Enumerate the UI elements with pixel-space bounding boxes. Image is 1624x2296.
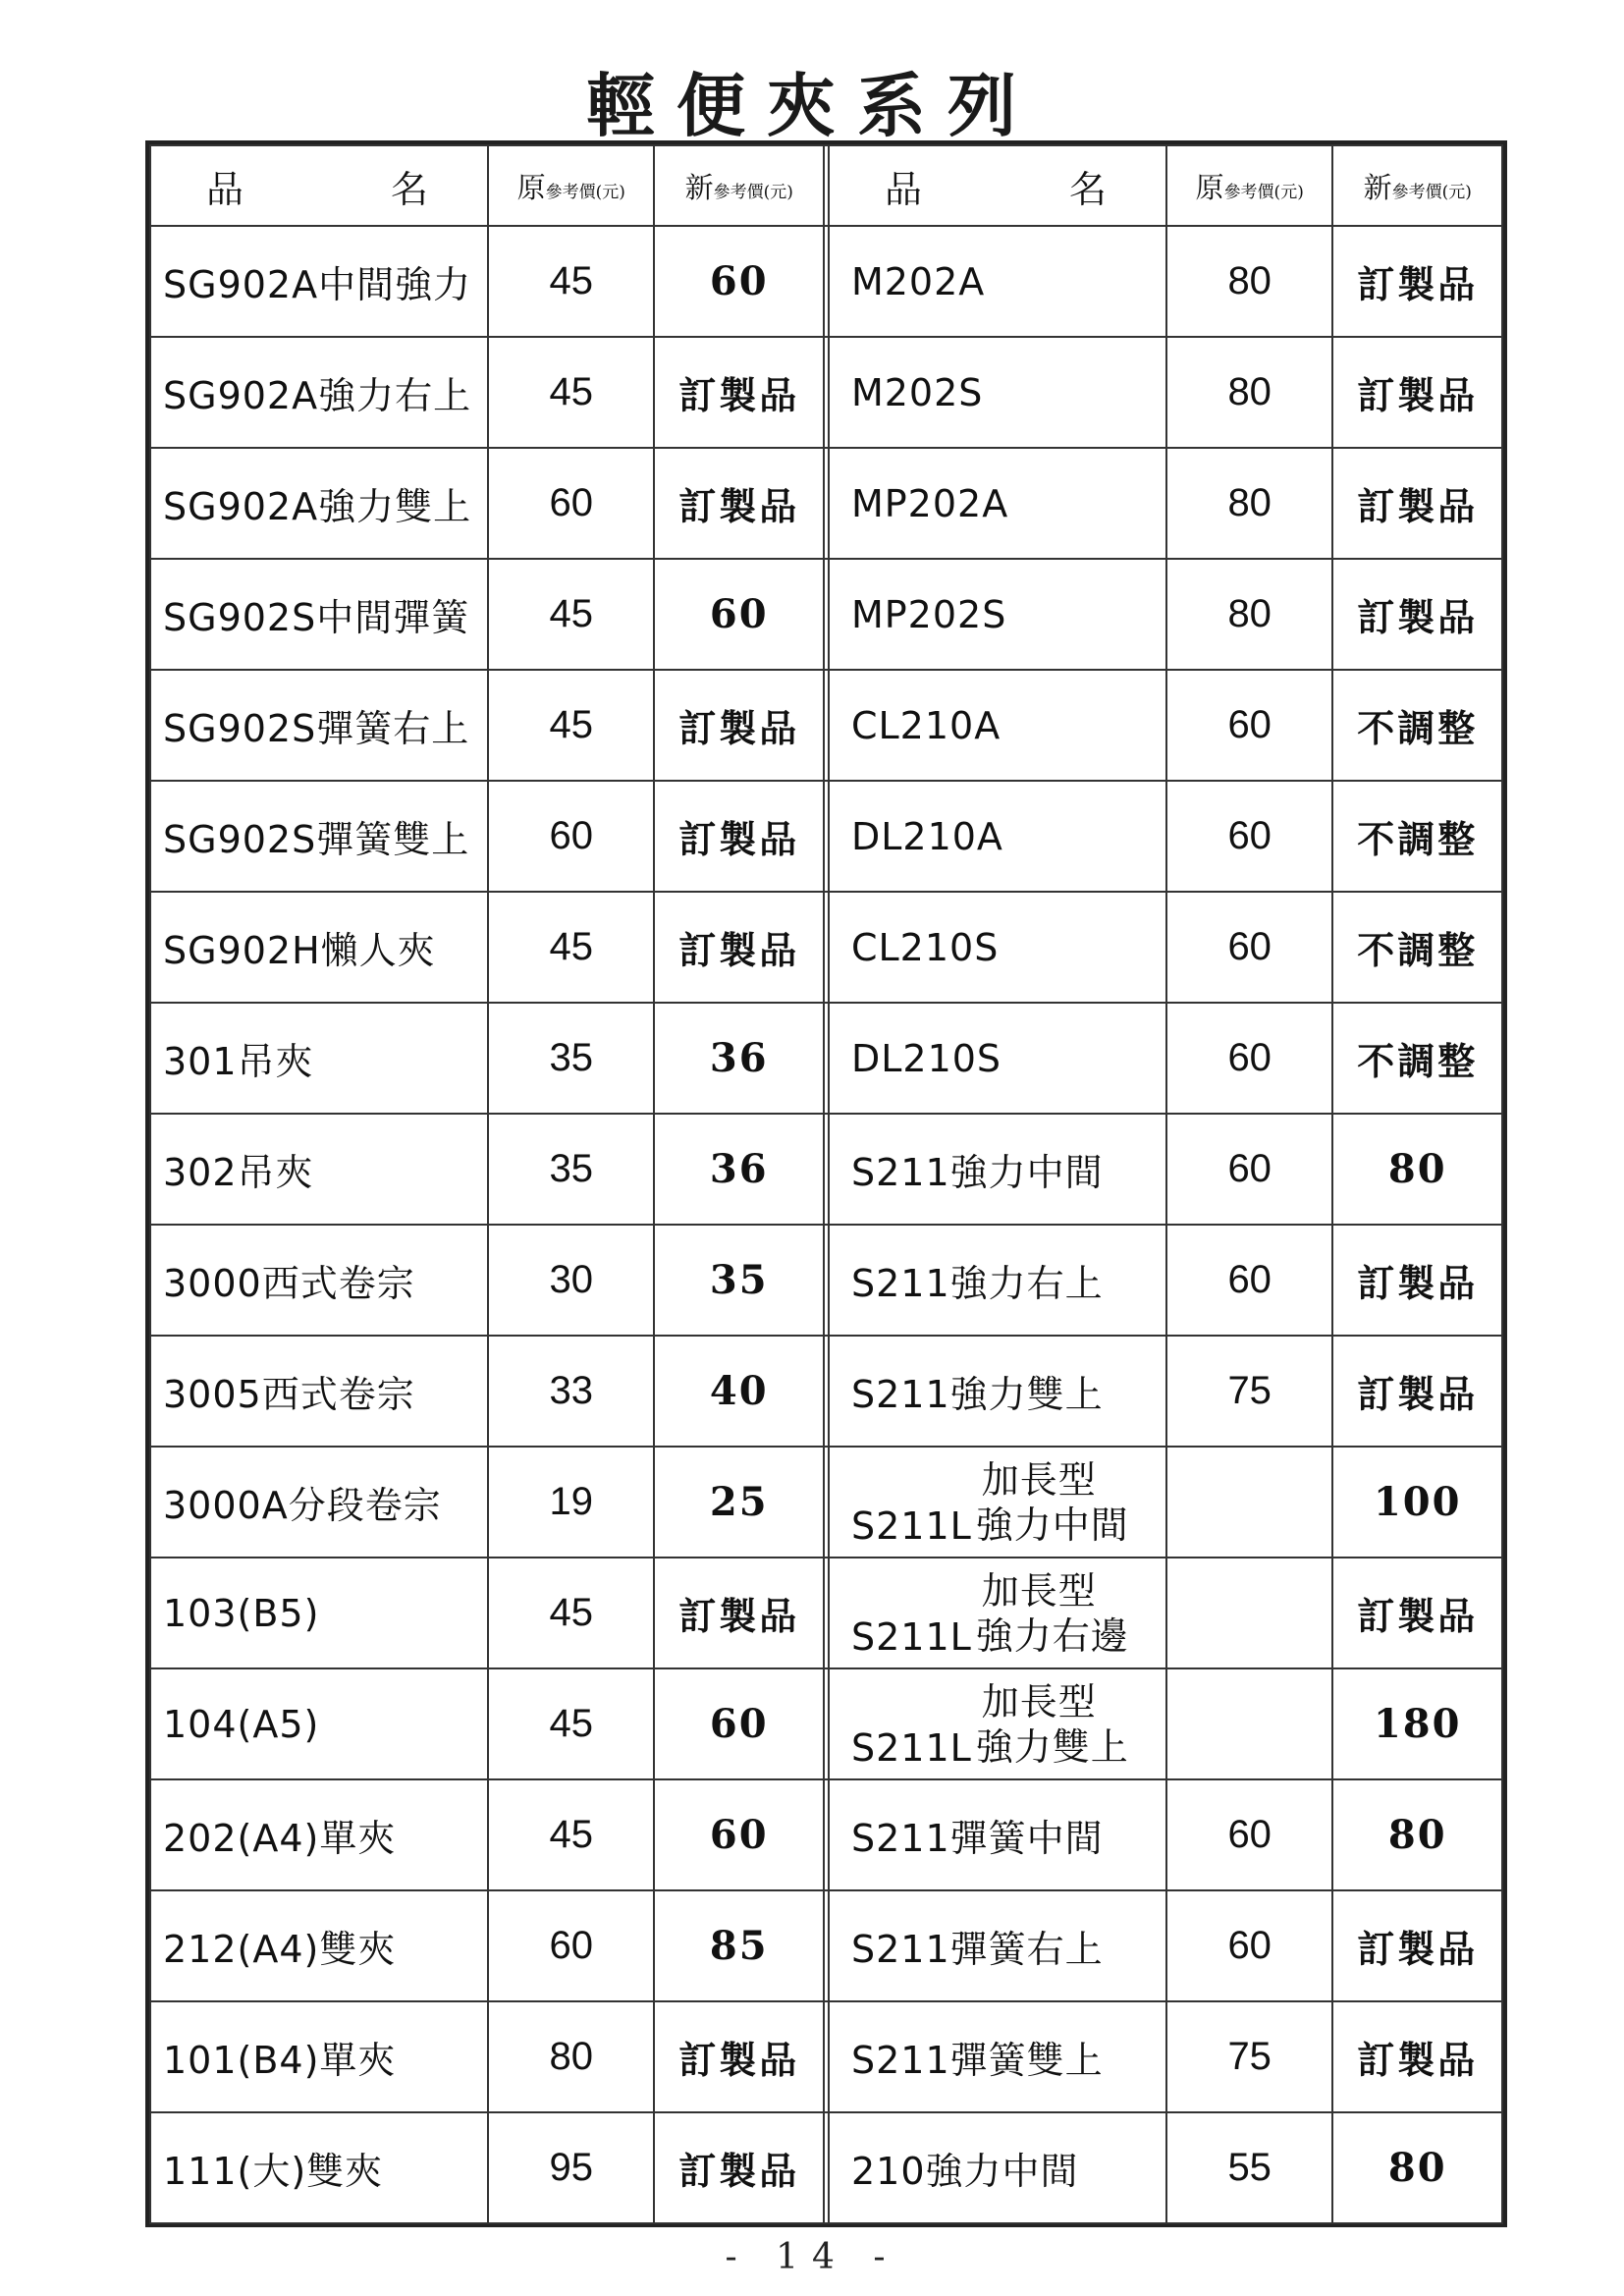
product-name-left: 111(大)雙夾: [150, 2112, 488, 2223]
product-name-right: DL210S: [829, 1003, 1166, 1114]
original-price-right: 80: [1166, 448, 1332, 559]
original-price-right: 75: [1166, 2001, 1332, 2112]
original-price-right: 60: [1166, 1114, 1332, 1225]
new-price-right: 訂製品: [1332, 2001, 1502, 2112]
new-price-right: 訂製品: [1332, 1225, 1502, 1336]
header-new-sub: 參考價(元): [1391, 182, 1472, 202]
new-price-right: 訂製品: [1332, 1336, 1502, 1447]
table-row: [150, 1668, 1502, 1779]
original-price-right: 75: [1166, 1336, 1332, 1447]
header-name-right: [829, 145, 1166, 226]
product-code: S211L: [850, 1725, 972, 1770]
new-price-left: 訂製品: [654, 1558, 824, 1668]
header-name-left: [150, 145, 488, 226]
product-name-left: SG902H懶人夾: [150, 892, 488, 1003]
product-name-left: SG902A中間強力: [150, 226, 488, 337]
new-price-right: 不調整: [1332, 670, 1502, 781]
original-price-right: [1166, 1668, 1332, 1779]
original-price-right: 80: [1166, 559, 1332, 670]
product-name-left: 212(A4)雙夾: [150, 1890, 488, 2001]
original-price-right: 80: [1166, 337, 1332, 448]
header-name-char-1: 品: [884, 167, 926, 211]
product-name-left: 3000西式卷宗: [150, 1225, 488, 1336]
product-name-right: S211強力中間: [829, 1114, 1166, 1225]
product-name-right: 210強力中間: [829, 2112, 1166, 2223]
product-variant: [976, 1457, 1129, 1548]
original-price-left: 60: [488, 1890, 654, 2001]
product-name-right: S211強力右上: [829, 1225, 1166, 1336]
original-price-left: 30: [488, 1225, 654, 1336]
new-price-left: 85: [654, 1890, 824, 2001]
new-price-left: 訂製品: [654, 781, 824, 892]
original-price-left: 33: [488, 1336, 654, 1447]
product-name-right: MP202S: [829, 559, 1166, 670]
new-price-left: 35: [654, 1225, 824, 1336]
table-row: [150, 670, 1502, 781]
header-new-price-right: [1332, 145, 1502, 226]
product-name-right: S211彈簧中間: [829, 1779, 1166, 1890]
new-price-left: 訂製品: [654, 670, 824, 781]
new-price-right: 不調整: [1332, 1003, 1502, 1114]
new-price-right: 80: [1332, 2112, 1502, 2223]
new-price-left: 36: [654, 1114, 824, 1225]
header-new-price-left: [654, 145, 824, 226]
product-name-left: 302吊夾: [150, 1114, 488, 1225]
header-orig-main: 原: [516, 170, 546, 204]
table-row: [150, 1225, 1502, 1336]
original-price-left: 45: [488, 1668, 654, 1779]
new-price-right: 180: [1332, 1668, 1502, 1779]
product-name-right: S211彈簧雙上: [829, 2001, 1166, 2112]
product-name-left: 103(B5): [150, 1558, 488, 1668]
product-name-left: SG902S彈簧雙上: [150, 781, 488, 892]
table-row: [150, 1447, 1502, 1558]
header-name-char-2: 名: [1068, 167, 1110, 211]
price-table-frame: [145, 140, 1507, 2227]
table-body: [150, 226, 1502, 2223]
product-name-left: 3005西式卷宗: [150, 1336, 488, 1447]
new-price-right: 80: [1332, 1114, 1502, 1225]
product-name-left: 301吊夾: [150, 1003, 488, 1114]
product-name-right: M202S: [829, 337, 1166, 448]
table-row: [150, 226, 1502, 337]
original-price-right: 60: [1166, 892, 1332, 1003]
new-price-right: 訂製品: [1332, 337, 1502, 448]
new-price-left: 訂製品: [654, 2001, 824, 2112]
page-number: - 14 -: [725, 2237, 899, 2277]
new-price-left: 60: [654, 1779, 824, 1890]
compound-product-name: [851, 1457, 1165, 1548]
header-new-main: 新: [684, 170, 714, 204]
original-price-right: [1166, 1447, 1332, 1558]
original-price-left: 45: [488, 892, 654, 1003]
page-title: 輕便夾系列: [586, 65, 1038, 146]
product-name-right: CL210A: [829, 670, 1166, 781]
new-price-right: 80: [1332, 1779, 1502, 1890]
original-price-right: 60: [1166, 1003, 1332, 1114]
compound-product-name: [851, 1568, 1165, 1659]
product-name-right: [829, 1447, 1166, 1558]
new-price-left: 40: [654, 1336, 824, 1447]
product-variant-type: 加長型: [981, 1568, 1097, 1613]
product-code: S211L: [850, 1614, 972, 1659]
table-row: [150, 1558, 1502, 1668]
original-price-right: 60: [1166, 1890, 1332, 2001]
table-row: [150, 1779, 1502, 1890]
original-price-left: 45: [488, 670, 654, 781]
price-table: [149, 144, 1503, 2224]
header-orig-sub: 參考價(元): [1223, 182, 1304, 202]
table-row: [150, 781, 1502, 892]
table-row: [150, 337, 1502, 448]
original-price-left: 35: [488, 1114, 654, 1225]
new-price-left: 25: [654, 1447, 824, 1558]
table-row: [150, 1890, 1502, 2001]
original-price-right: 60: [1166, 781, 1332, 892]
header-new-sub: 參考價(元): [713, 182, 793, 202]
table-row: [150, 1003, 1502, 1114]
original-price-left: 45: [488, 337, 654, 448]
product-name-right: S211強力雙上: [829, 1336, 1166, 1447]
new-price-right: 訂製品: [1332, 1890, 1502, 2001]
new-price-right: 訂製品: [1332, 448, 1502, 559]
header-new-main: 新: [1363, 170, 1392, 204]
new-price-right: 訂製品: [1332, 226, 1502, 337]
product-name-right: S211彈簧右上: [829, 1890, 1166, 2001]
new-price-left: 60: [654, 1668, 824, 1779]
compound-product-name: [851, 1679, 1165, 1770]
product-name-right: M202A: [829, 226, 1166, 337]
new-price-right: 不調整: [1332, 781, 1502, 892]
table-row: [150, 559, 1502, 670]
original-price-right: [1166, 1558, 1332, 1668]
product-variant: [976, 1568, 1129, 1659]
original-price-left: 45: [488, 559, 654, 670]
original-price-right: 60: [1166, 1225, 1332, 1336]
original-price-left: 60: [488, 781, 654, 892]
product-variant-type: 加長型: [981, 1457, 1097, 1502]
original-price-right: 60: [1166, 670, 1332, 781]
product-name-left: SG902A強力右上: [150, 337, 488, 448]
original-price-left: 80: [488, 2001, 654, 2112]
product-name-left: 3000A分段卷宗: [150, 1447, 488, 1558]
original-price-left: 45: [488, 1558, 654, 1668]
header-orig-main: 原: [1195, 170, 1224, 204]
table-row: [150, 2001, 1502, 2112]
product-name-left: SG902S彈簧右上: [150, 670, 488, 781]
product-name-right: CL210S: [829, 892, 1166, 1003]
header-name-char-2: 名: [390, 167, 432, 211]
product-name-left: SG902A強力雙上: [150, 448, 488, 559]
original-price-left: 35: [488, 1003, 654, 1114]
product-name-left: 101(B4)單夾: [150, 2001, 488, 2112]
product-name-left: SG902S中間彈簧: [150, 559, 488, 670]
new-price-left: 60: [654, 226, 824, 337]
new-price-left: 36: [654, 1003, 824, 1114]
original-price-right: 80: [1166, 226, 1332, 337]
product-variant-type: 加長型: [981, 1679, 1097, 1723]
product-name-right: [829, 1558, 1166, 1668]
header-orig-price-left: [488, 145, 654, 226]
new-price-right: 不調整: [1332, 892, 1502, 1003]
product-name-left: 202(A4)單夾: [150, 1779, 488, 1890]
table-row: [150, 1114, 1502, 1225]
table-row: [150, 1336, 1502, 1447]
original-price-left: 19: [488, 1447, 654, 1558]
new-price-right: 訂製品: [1332, 1558, 1502, 1668]
table-header-row: [150, 145, 1502, 226]
original-price-left: 95: [488, 2112, 654, 2223]
table-row: [150, 892, 1502, 1003]
table-row: [150, 448, 1502, 559]
header-name-char-1: 品: [206, 167, 248, 211]
new-price-left: 訂製品: [654, 448, 824, 559]
original-price-left: 60: [488, 448, 654, 559]
new-price-right: 訂製品: [1332, 559, 1502, 670]
original-price-right: 55: [1166, 2112, 1332, 2223]
product-code: S211L: [850, 1503, 972, 1548]
new-price-left: 訂製品: [654, 892, 824, 1003]
product-name-right: DL210A: [829, 781, 1166, 892]
product-name-left: 104(A5): [150, 1668, 488, 1779]
product-variant-position: 強力雙上: [975, 1724, 1129, 1769]
new-price-left: 訂製品: [654, 337, 824, 448]
product-variant: [976, 1679, 1129, 1770]
new-price-right: 100: [1332, 1447, 1502, 1558]
header-orig-price-right: [1166, 145, 1332, 226]
original-price-left: 45: [488, 226, 654, 337]
table-row: [150, 2112, 1502, 2223]
product-name-right: [829, 1668, 1166, 1779]
product-name-right: MP202A: [829, 448, 1166, 559]
original-price-left: 45: [488, 1779, 654, 1890]
original-price-right: 60: [1166, 1779, 1332, 1890]
product-variant-position: 強力中間: [975, 1503, 1129, 1547]
header-orig-sub: 參考價(元): [545, 182, 625, 202]
new-price-left: 訂製品: [654, 2112, 824, 2223]
product-variant-position: 強力右邊: [975, 1613, 1129, 1658]
new-price-left: 60: [654, 559, 824, 670]
